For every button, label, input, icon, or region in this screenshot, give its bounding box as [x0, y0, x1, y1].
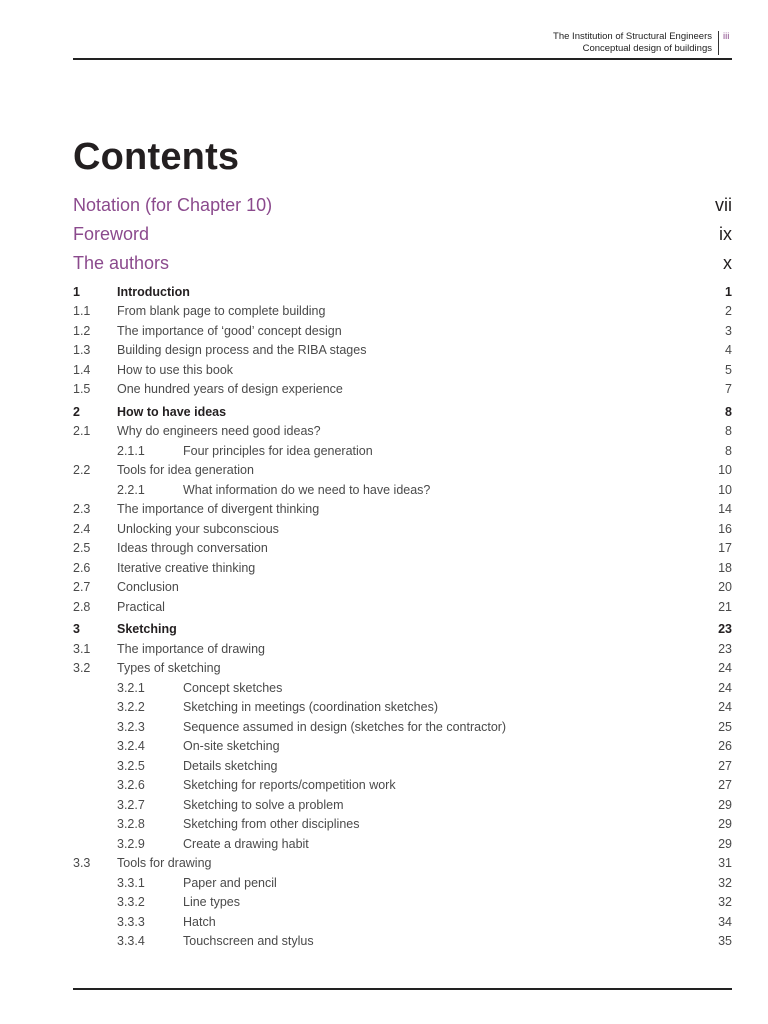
- toc-page-number: 18: [718, 560, 732, 575]
- toc-page-number: 26: [718, 739, 732, 754]
- toc-entry-title: Four principles for idea generation: [183, 443, 373, 458]
- toc-number: 2.2.1: [117, 482, 145, 497]
- toc-section-row[interactable]: [73, 461, 732, 481]
- toc-entry-title: One hundred years of design experience: [117, 382, 343, 397]
- toc-section-row[interactable]: [73, 500, 732, 520]
- toc-entry-title: Hatch: [183, 914, 216, 929]
- toc-entry-title: Sequence assumed in design (sketches for the contractor): [183, 719, 507, 734]
- toc-entry-title: Line types: [183, 895, 240, 910]
- header-institution: The Institution of Structural Engineers: [553, 31, 712, 42]
- toc-section-row[interactable]: [73, 639, 732, 659]
- toc-number: 1.3: [73, 343, 91, 358]
- toc-entry-title: What information do we need to have ideas?: [183, 482, 431, 497]
- toc-section-row[interactable]: [73, 597, 732, 617]
- toc-page-number: 35: [718, 934, 732, 949]
- toc-entry-title: Create a drawing habit: [183, 836, 309, 851]
- toc-page-number: 5: [725, 362, 732, 377]
- toc-page-number: 34: [718, 914, 732, 929]
- running-header: [553, 31, 731, 55]
- toc-page-number: 27: [718, 758, 732, 773]
- toc-entry-title: The importance of divergent thinking: [117, 502, 320, 517]
- toc-number: 3.2.6: [117, 778, 145, 793]
- toc-page-number: 17: [718, 541, 732, 556]
- toc-subsection-row[interactable]: [73, 480, 732, 500]
- table-of-contents: [73, 280, 732, 951]
- toc-number: 3.2.4: [117, 739, 145, 754]
- top-rule: [73, 58, 732, 60]
- toc-entry-title: Conclusion: [117, 580, 179, 595]
- toc-number: 2.1: [73, 424, 91, 439]
- toc-subsection-row[interactable]: [73, 441, 732, 461]
- toc-page-number: 24: [718, 680, 732, 695]
- toc-page-number: 8: [725, 404, 732, 419]
- toc-page-number: 27: [718, 778, 732, 793]
- toc-section-row[interactable]: [73, 539, 732, 559]
- toc-page-number: 4: [725, 343, 732, 358]
- header-divider: [718, 31, 719, 55]
- toc-entry-title: Sketching: [117, 622, 177, 637]
- toc-entry-title: Introduction: [117, 284, 190, 299]
- toc-number: 2.1.1: [117, 443, 145, 458]
- toc-section-row[interactable]: [73, 519, 732, 539]
- toc-page-number: 1: [725, 284, 732, 299]
- toc-subsection-row[interactable]: [73, 756, 732, 776]
- bottom-rule: [73, 988, 732, 990]
- toc-entry-title: Tools for drawing: [117, 856, 212, 871]
- front-matter-page: ix: [719, 224, 732, 244]
- toc-number: 3.2.8: [117, 817, 145, 832]
- toc-page-number: 8: [725, 424, 732, 439]
- toc-chapter-row[interactable]: [73, 282, 732, 302]
- toc-number: 1.5: [73, 382, 91, 397]
- toc-entry-title: On-site sketching: [183, 739, 280, 754]
- toc-number: 3.3.4: [117, 934, 145, 949]
- toc-entry-title: Practical: [117, 599, 165, 614]
- front-matter-notation[interactable]: [73, 195, 732, 216]
- toc-page-number: 10: [718, 482, 732, 497]
- toc-entry-title: How to use this book: [117, 362, 234, 377]
- toc-number: 3.2.5: [117, 758, 145, 773]
- toc-page-number: 7: [725, 382, 732, 397]
- toc-entry-title: How to have ideas: [117, 404, 227, 419]
- toc-number: 1.2: [73, 323, 91, 338]
- toc-subsection-row[interactable]: [73, 795, 732, 815]
- front-matter-page: vii: [715, 195, 732, 215]
- toc-page-number: 3: [725, 323, 732, 338]
- toc-entry-title: Sketching from other disciplines: [183, 817, 360, 832]
- toc-entry-title: The importance of drawing: [117, 641, 265, 656]
- toc-page-number: 14: [718, 502, 732, 517]
- toc-section-row[interactable]: [73, 341, 732, 361]
- toc-subsection-row[interactable]: [73, 893, 732, 913]
- toc-page-number: 21: [718, 599, 732, 614]
- page-title: Contents: [73, 136, 240, 178]
- toc-subsection-row[interactable]: [73, 698, 732, 718]
- front-matter-label: Notation (for Chapter 10): [73, 195, 273, 215]
- toc-number: 3.3.3: [117, 914, 145, 929]
- toc-entry-title: Why do engineers need good ideas?: [117, 424, 321, 439]
- toc-entry-title: Paper and pencil: [183, 875, 277, 890]
- front-matter-label: The authors: [73, 253, 170, 273]
- toc-entry-title: Touchscreen and stylus: [183, 934, 314, 949]
- toc-chapter-row[interactable]: [73, 620, 732, 640]
- toc-page-number: 25: [718, 719, 732, 734]
- toc-subsection-row[interactable]: [73, 873, 732, 893]
- toc-page-number: 23: [718, 622, 732, 637]
- toc-page-number: 32: [718, 895, 732, 910]
- toc-number: 3.3.2: [117, 895, 145, 910]
- toc-section-row[interactable]: [73, 380, 732, 400]
- front-matter-label: Foreword: [73, 224, 150, 244]
- toc-page-number: 2: [725, 304, 732, 319]
- toc-section-row[interactable]: [73, 422, 732, 442]
- toc-page-number: 29: [718, 836, 732, 851]
- toc-subsection-row[interactable]: [73, 932, 732, 952]
- toc-entry-title: Tools for idea generation: [117, 463, 254, 478]
- header-text: [553, 31, 712, 55]
- toc-number: 1.4: [73, 362, 91, 377]
- toc-page-number: 24: [718, 661, 732, 676]
- toc-number: 2.3: [73, 502, 91, 517]
- front-matter-authors[interactable]: [73, 253, 732, 274]
- toc-subsection-row[interactable]: [73, 737, 732, 757]
- toc-number: 2.7: [73, 580, 91, 595]
- toc-page-number: 31: [718, 856, 732, 871]
- toc-subsection-row[interactable]: [73, 815, 732, 835]
- toc-number: 2.4: [73, 521, 91, 536]
- toc-subsection-row[interactable]: [73, 776, 732, 796]
- front-matter-page: x: [723, 253, 732, 273]
- toc-page-number: 10: [718, 463, 732, 478]
- toc-number: 3.2.7: [117, 797, 145, 812]
- toc-number: 3.2.2: [117, 700, 145, 715]
- toc-number: 1.1: [73, 304, 91, 319]
- toc-section-row[interactable]: [73, 302, 732, 322]
- toc-section-row[interactable]: [73, 659, 732, 679]
- toc-section-row[interactable]: [73, 558, 732, 578]
- toc-page-number: 29: [718, 797, 732, 812]
- toc-number: 2.8: [73, 599, 91, 614]
- toc-number: 3.1: [73, 641, 91, 656]
- toc-page-number: 16: [718, 521, 732, 536]
- toc-page-number: 29: [718, 817, 732, 832]
- toc-subsection-row[interactable]: [73, 678, 732, 698]
- toc-section-row[interactable]: [73, 578, 732, 598]
- toc-number: 2.6: [73, 560, 91, 575]
- toc-entry-title: Building design process and the RIBA stages: [117, 343, 367, 358]
- toc-section-row[interactable]: [73, 321, 732, 341]
- toc-page-number: 8: [725, 443, 732, 458]
- toc-entry-title: Concept sketches: [183, 680, 283, 695]
- toc-entry-title: Unlocking your subconscious: [117, 521, 279, 536]
- toc-page-number: 23: [718, 641, 732, 656]
- toc-entry-title: Sketching to solve a problem: [183, 797, 344, 812]
- header-book-title: Conceptual design of buildings: [582, 43, 712, 54]
- toc-section-row[interactable]: [73, 360, 732, 380]
- toc-number: 3.2.1: [117, 680, 145, 695]
- toc-entry-title: From blank page to complete building: [117, 304, 326, 319]
- toc-number: 2: [73, 404, 80, 419]
- toc-entry-title: Sketching in meetings (coordination sketches): [183, 700, 438, 715]
- toc-entry-title: Iterative creative thinking: [117, 560, 256, 575]
- toc-entry-title: Sketching for reports/competition work: [183, 778, 396, 793]
- header-page-number: iii: [723, 31, 730, 42]
- toc-section-row[interactable]: [73, 854, 732, 874]
- toc-number: 3.3: [73, 856, 91, 871]
- toc-subsection-row[interactable]: [73, 717, 732, 737]
- toc-number: 3.2.3: [117, 719, 145, 734]
- toc-page-number: 20: [718, 580, 732, 595]
- toc-number: 1: [73, 284, 80, 299]
- toc-page-number: 32: [718, 875, 732, 890]
- toc-subsection-row[interactable]: [73, 834, 732, 854]
- toc-entry-title: Types of sketching: [117, 661, 221, 676]
- toc-entry-title: Details sketching: [183, 758, 278, 773]
- toc-entry-title: Ideas through conversation: [117, 541, 268, 556]
- toc-chapter-row[interactable]: [73, 402, 732, 422]
- toc-entry-title: The importance of ‘good’ concept design: [117, 323, 342, 338]
- toc-number: 2.5: [73, 541, 91, 556]
- toc-page-number: 24: [718, 700, 732, 715]
- toc-number: 2.2: [73, 463, 91, 478]
- toc-number: 3: [73, 622, 80, 637]
- toc-number: 3.2.9: [117, 836, 145, 851]
- front-matter-foreword[interactable]: [73, 224, 732, 245]
- toc-number: 3.2: [73, 661, 91, 676]
- toc-subsection-row[interactable]: [73, 912, 732, 932]
- toc-number: 3.3.1: [117, 875, 145, 890]
